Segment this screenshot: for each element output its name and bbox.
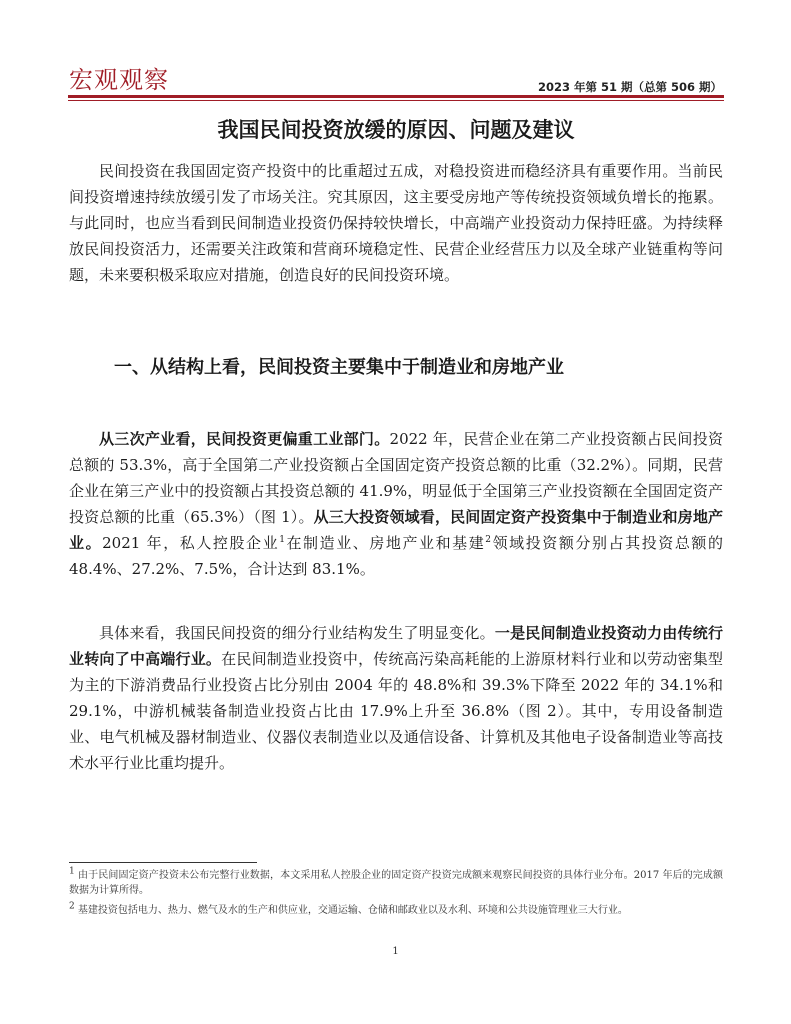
footnote-ref[interactable]: 2 xyxy=(485,535,492,545)
footnote-text: 由于民间固定资产投资未公布完整行业数据，本文采用私人控股企业的固定资产投资完成额来观察民间投资的具体行业分布。2017 年后的完成额数据为计算所得。 xyxy=(69,870,723,896)
body-text: 在制造业、房地产业和基建 xyxy=(284,534,486,552)
paragraph-subsector-structure xyxy=(69,620,723,776)
intro-paragraph: 民间投资在我国固定资产投资中的比重超过五成，对稳投资进而稳经济具有重要作用。当前民间投资增速持续放缓引发了市场关注。究其原因，这主要受房地产等传统投资领域负增长的拖累。与此同时，也应当看到民间制造业投资仍保持较快增长，中高端产业投资动力保持旺盛。为持续释放民间投资活力，还需要关注政策和营商环境稳定性、民营企业经营压力以及全球产业链重构等问题，未来要积极采取应对措施，创造良好的民间投资环境。 xyxy=(69,162,723,284)
page-number: 1 xyxy=(392,946,399,957)
footnote-divider xyxy=(69,862,257,863)
body-text: 具体来看，我国民间投资的细分行业结构发生了明显变化。 xyxy=(99,624,495,642)
footnote-ref[interactable]: 1 xyxy=(279,535,285,545)
header-rule-thick xyxy=(68,95,724,98)
lead-sentence: 从三大投资领域看，民间固定资产投资集中于制造业和房地产业。 xyxy=(69,508,723,552)
body-text: 2021 年，私人控股企业 xyxy=(102,534,280,552)
section-heading: 一、从结构上看，民间投资主要集中于制造业和房地产业 xyxy=(114,357,564,378)
issue-number: 2023 年第 51 期（总第 506 期） xyxy=(537,80,722,94)
footnote-2 xyxy=(69,903,723,918)
body-text: 2022 年，民营企业在第二产业投资额占民间投资总额的 53.3%，高于全国第二产业投资额占全国固定资产投资总额的比重（32.2%）。同期，民营企业在第三产业中的投资额占其投资总额的 41.9%，明显低于全国第三产业投资额在全国固定资产投资总额的比重（65.3%）（图 1）。 xyxy=(69,430,723,526)
footnote-mark: 2 xyxy=(69,901,75,912)
body-text: 领域投资额分别占其投资总额的 48.4%、27.2%、7.5%，合计达到 83.1%。 xyxy=(69,534,723,578)
paragraph-industry-structure xyxy=(69,426,723,582)
footnote-text: 基建投资包括电力、热力、燃气及水的生产和供应业，交通运输、仓储和邮政业以及水利、环境和公共设施管理业三大行业。 xyxy=(77,905,628,916)
footnote-1 xyxy=(69,868,723,898)
lead-sentence: 一是民间制造业投资动力由传统行业转向了中高端行业。 xyxy=(69,624,723,668)
body-text: 在民间制造业投资中，传统高污染高耗能的上游原材料行业和以劳动密集型为主的下游消费品行业投资占比分别由 2004 年的 48.8%和 39.3%下降至 2022 年的 34.1%和 29.1%，中游机械装备制造业投资占比由 17.9%上升至 36.8%（图 2）。其中，专用设备制造业、电气机械及器材制造业、仪器仪表制造业以及通信设备、计算机及其他电子设备制造业等高技术水平行业比重均提升。 xyxy=(69,650,723,772)
header-rule-thin xyxy=(68,100,724,101)
brand-logo-text: 宏观观察 xyxy=(69,66,169,94)
footnote-mark: 1 xyxy=(69,866,75,877)
article-title: 我国民间投资放缓的原因、问题及建议 xyxy=(217,118,575,142)
lead-sentence: 从三次产业看，民间投资更偏重工业部门。 xyxy=(99,430,390,448)
